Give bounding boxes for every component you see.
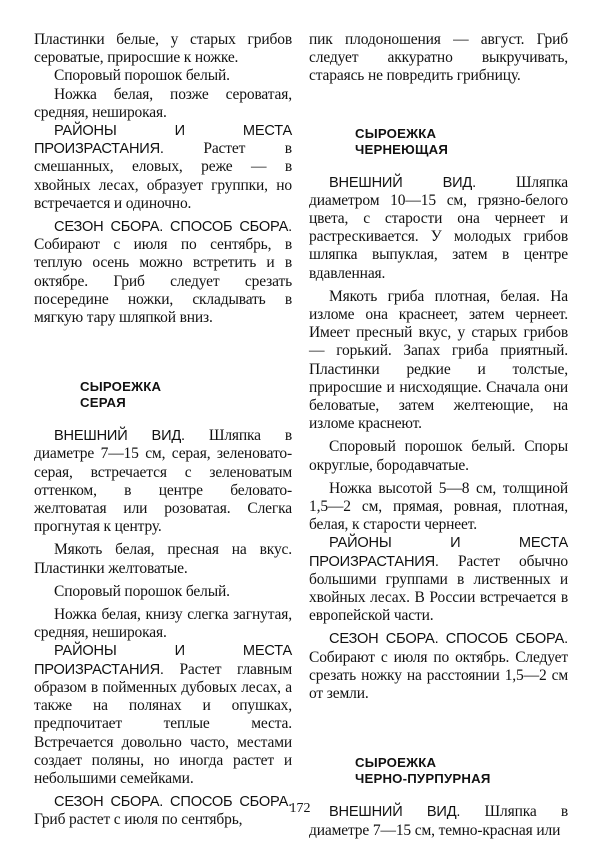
habitat-label: РАЙОНЫ И МЕСТА ПРОИЗРАСТАНИЯ. [34,643,292,678]
section-heading-cherneyushchaya [355,126,568,158]
appearance-text: Шляпка диаметром 10—15 см, грязно-белого цвета, с старости она чернеет и растрескивается. У молодых грибов шляпка выпуклая, затем в центре вдавленная. [309,173,568,282]
paragraph-flesh: Мякоть белая, пресная на вкус. Пластинки желтоватые. [34,541,292,577]
paragraph-habitat [34,642,292,788]
season-text: Собирают с июля по сентябрь, в теплую осень можно встретить и в октябре. Гриб следует срезать посередине ножки, складывать в мягкую тару шляпкой вниз. [34,236,292,327]
spacer [309,703,568,755]
heading-line: ЧЕРНЕЮЩАЯ [355,141,449,157]
paragraph-stem: Ножка высотой 5—8 см, толщиной 1,5—2 см, прямая, ровная, плотная, белая, к старости чернеет. [309,479,568,534]
paragraph-season [34,218,292,327]
appearance-text: Шляпка в диаметре 7—15 см, серая, зеленовато-серая, встречается с зеленоватым оттенком, в центре беловато-желтоватая или розоватая. Слегка прогнутая к центру. [34,427,293,536]
paragraph-harvest-continued: пик плодоношения — август. Гриб следует аккуратно выкручивать, стараясь не повредить грибницу. [309,31,568,85]
season-label: СЕЗОН СБОРА. СПОСОБ СБОРА. [329,631,568,648]
paragraph-habitat [34,122,292,213]
paragraph-habitat [309,534,568,625]
season-text: Собирают с июля по октябрь. Следует срезать ножку на расстоянии 1,5—2 см от земли. [309,648,568,703]
paragraph-plates: Пластинки белые, у старых грибов сероватые, приросшие к ножке. [34,31,292,67]
habitat-label: РАЙОНЫ И МЕСТА ПРОИЗРАСТАНИЯ. [309,535,568,570]
spacer [34,411,292,427]
left-column [34,31,292,830]
habitat-text: Растет в смешанных, еловых, реже — в хвойных лесах, образует группки, но встречается и одиночно. [34,140,292,212]
heading-line: СЕРАЯ [80,395,126,411]
habitat-text: Растет главным образом в пойменных дубовых лесах, а также на полянах и опушках, предпочитает теплые места. Встречается довольно часто, местами создает поляны, но иногда растет и небольшими семейками. [34,660,292,787]
section-heading-cherno-purpurnaya [355,755,568,787]
heading-line: СЫРОЕЖКА [355,125,437,141]
paragraph-flesh: Мякоть гриба плотная, белая. На изломе она краснеет, затем чернеет. Имеет пресный вкус, у старых грибов — горький. Запах гриба приятный. Пластинки редкие и толстые, приросшие и нисходящие. Сначала они беловатые, затем желтеющие, на изломе краснеют. [309,287,568,433]
paragraph-stem: Ножка белая, позже сероватая, средняя, неширокая. [34,85,292,121]
season-label: СЕЗОН СБОРА. СПОСОБ СБОРА. [54,794,292,811]
section-heading-seraya [80,379,292,411]
paragraph-spore-powder: Споровый порошок белый. [54,582,230,600]
page-number: 172 [289,801,311,816]
paragraph-appearance [309,174,568,283]
paragraph-spore-powder: Споровый порошок белый. Споры округлые, бородавчатые. [309,438,568,474]
heading-line: ЧЕРНО-ПУРПУРНАЯ [355,771,491,787]
appearance-text: Шляпка в диаметре 7—15 см, темно-красная или [309,803,569,839]
appearance-label: ВНЕШНИЙ ВИД. [54,428,185,445]
paragraph-spore-powder: Споровый порошок белый. [54,67,230,85]
season-text: Гриб растет с июля по сентябрь, [34,811,243,829]
appearance-label: ВНЕШНИЙ ВИД. [329,804,461,821]
spacer [309,86,568,126]
habitat-label: РАЙОНЫ И МЕСТА ПРОИЗРАСТАНИЯ. [34,123,292,158]
habitat-text: Растет обычно большими группами в лиственных и хвойных лесах. В России встречается в европейской части. [309,552,568,625]
paragraph-appearance [34,427,292,536]
spacer [34,327,292,379]
spacer [309,158,568,174]
appearance-label: ВНЕШНИЙ ВИД. [329,174,476,191]
right-column [309,31,568,840]
heading-line: СЫРОЕЖКА [355,755,437,771]
paragraph-season [309,630,568,703]
paragraph-stem: Ножка белая, книзу слегка загнутая, средняя, неширокая. [34,606,292,642]
season-label: СЕЗОН СБОРА. СПОСОБ СБОРА. [54,219,292,236]
heading-line: СЫРОЕЖКА [80,379,162,395]
